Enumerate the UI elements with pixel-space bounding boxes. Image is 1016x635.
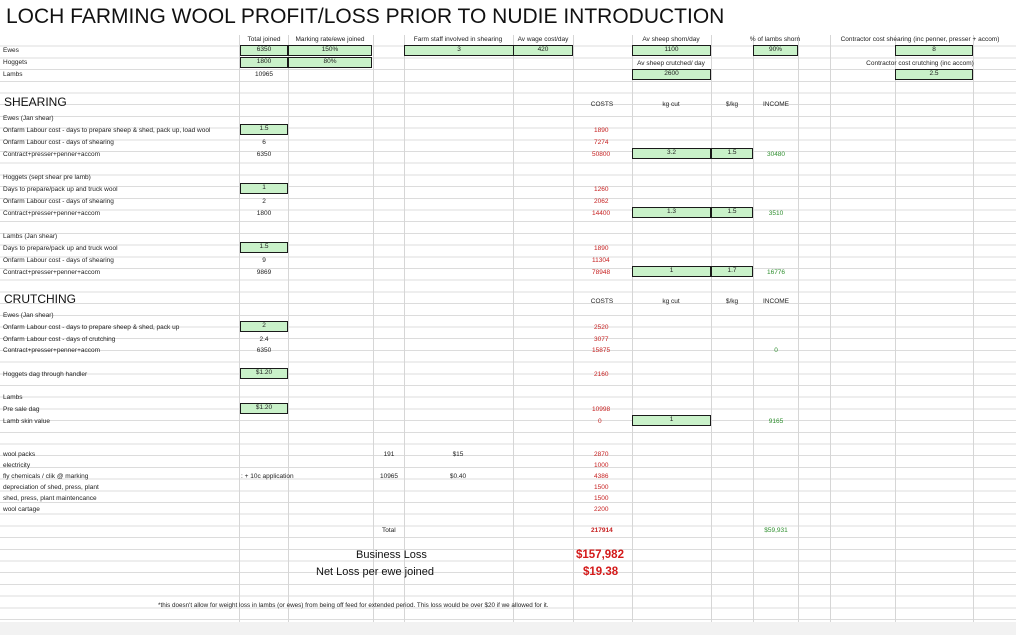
cost-value: 2870 — [594, 451, 609, 458]
hoggets-prep-days-cell[interactable]: 1 — [240, 183, 288, 194]
header-total-joined: Total joined — [247, 36, 281, 43]
header-av-shorn: Av sheep shorn/day — [642, 36, 700, 43]
row-value: 1800 — [256, 210, 272, 217]
kg-cut-header: kg cut — [662, 101, 680, 108]
row-label: Pre sale dag — [3, 406, 40, 413]
cost-value: 2062 — [594, 198, 609, 205]
row-value: 2 — [262, 198, 266, 205]
ewes-prep-days-cell[interactable]: 1.5 — [240, 124, 288, 135]
cost-value: 2200 — [594, 506, 609, 513]
cost-value: 1890 — [594, 127, 609, 134]
cost-value: 1500 — [594, 484, 609, 491]
group-name: Lambs (Jan shear) — [3, 233, 58, 240]
skin-value-cell[interactable]: 1 — [632, 415, 711, 426]
qty-value: 191 — [383, 451, 395, 458]
row-label: Contract+presser+penner+accom — [3, 269, 101, 276]
costs-header: COSTS — [590, 101, 614, 108]
per-kg-header: $/kg — [725, 298, 739, 305]
row-value: 9 — [262, 257, 266, 264]
cost-value: 0 — [598, 418, 602, 425]
cost-value: 1260 — [594, 186, 609, 193]
shearing-heading: SHEARING — [4, 95, 67, 109]
hoggets-joined-cell[interactable]: 1800 — [240, 57, 288, 68]
group-name: Ewes (Jan shear) — [3, 115, 54, 122]
pre-sale-dag-cell[interactable]: $1.20 — [240, 403, 288, 414]
income-value: 30480 — [766, 151, 786, 158]
av-wage-cell[interactable]: 420 — [513, 45, 573, 56]
av-crutched-cell[interactable]: 2600 — [632, 69, 711, 80]
price-value: $0.40 — [449, 473, 467, 480]
cost-value: 1500 — [594, 495, 609, 502]
costs-header: COSTS — [590, 298, 614, 305]
farm-staff-cell[interactable]: 3 — [404, 45, 514, 56]
contractor-shearing-cell[interactable]: 8 — [895, 45, 973, 56]
row-label: Contract+presser+penner+accom — [3, 347, 101, 354]
row-label: shed, press, plant maintencance — [3, 495, 97, 502]
net-loss-value: $19.38 — [583, 566, 619, 578]
header-marking-rate: Marking rate/ewe joined — [295, 36, 365, 43]
lambs-prep-days-cell[interactable]: 1.5 — [240, 242, 288, 253]
row-label: wool packs — [3, 451, 36, 458]
row-label: Onfarm Labour cost - days to prepare sheep & shed, pack up, load wool — [3, 127, 211, 134]
per-kg-header: $/kg — [725, 101, 739, 108]
cost-value: 15875 — [592, 347, 611, 354]
row-label: Lamb skin value — [3, 418, 50, 425]
total-cost: 217914 — [591, 527, 613, 534]
qty-value: 10965 — [379, 473, 399, 480]
row-label: Onfarm Labour cost - days to prepare sheep & shed, pack up — [3, 324, 180, 331]
flock-label: Lambs — [3, 71, 23, 78]
cost-value: 10998 — [592, 406, 611, 413]
scroll-area — [0, 622, 1016, 635]
header-contractor-crutching: Contractor cost crutching (inc accom) — [866, 60, 974, 67]
business-loss-label: Business Loss — [356, 549, 427, 561]
total-label: Total — [382, 527, 396, 534]
row-label: electricity — [3, 462, 31, 469]
hoggets-kg-cell[interactable]: 1.3 — [632, 207, 711, 218]
row-label: Onfarm Labour cost - days of shearing — [3, 139, 114, 146]
group-name: Hoggets (sept shear pre lamb) — [3, 174, 91, 181]
footnote: *this doesn't allow for weight loss in lambs (or ewes) from being off feed for extended period. This loss would be over $20 if we allowed for it. — [158, 602, 549, 609]
cost-value: 2160 — [594, 371, 609, 378]
row-label: Days to prepare/pack up and truck wool — [3, 245, 118, 252]
row-value: 9869 — [256, 269, 272, 276]
sheet-title: LOCH FARMING WOOL PROFIT/LOSS PRIOR TO NUDIE INTRODUCTION — [6, 5, 725, 28]
income-header: INCOME — [763, 101, 789, 108]
total-income: $59,931 — [764, 527, 788, 534]
row-label: Contract+presser+penner+accom — [3, 151, 101, 158]
cost-value: 7274 — [594, 139, 609, 146]
cost-value: 14400 — [592, 210, 611, 217]
row-value: 6350 — [256, 151, 272, 158]
row-label: fly chemicals / clik @ marking — [3, 473, 89, 480]
header-contractor-shearing: Contractor cost shearing (inc penner, presser + accom) — [840, 36, 1000, 43]
group-name: Lambs — [3, 394, 23, 401]
income-value: 16776 — [766, 269, 786, 276]
group-name: Ewes (Jan shear) — [3, 312, 54, 319]
ewes-kg-cell[interactable]: 3.2 — [632, 148, 711, 159]
income-header: INCOME — [763, 298, 789, 305]
row-value: 6 — [262, 139, 266, 146]
price-value: $15 — [452, 451, 464, 458]
cost-value: 50800 — [592, 151, 611, 158]
crutching-heading: CRUTCHING — [4, 292, 76, 306]
header-farm-staff: Farm staff involved in shearing — [413, 36, 503, 43]
row-label: Days to prepare/pack up and truck wool — [3, 186, 118, 193]
row-label: Onfarm Labour cost - days of crutching — [3, 336, 116, 343]
lambs-kg-cell[interactable]: 1 — [632, 266, 711, 277]
cost-value: 11304 — [592, 257, 610, 264]
row-label: Onfarm Labour cost - days of shearing — [3, 198, 114, 205]
hoggets-marking-cell[interactable]: 80% — [288, 57, 372, 68]
ewes-marking-cell[interactable]: 150% — [288, 45, 372, 56]
lambs-price-cell[interactable]: 1.7 — [711, 266, 753, 277]
cost-value: 2520 — [594, 324, 609, 331]
net-loss-label: Net Loss per ewe joined — [316, 566, 435, 578]
lambs-joined-value: 10965 — [254, 71, 274, 78]
av-shorn-cell[interactable]: 1100 — [632, 45, 711, 56]
flock-label: Ewes — [3, 47, 19, 54]
crutch-prep-days-cell[interactable]: 2 — [240, 321, 288, 332]
row-label: Onfarm Labour cost - days of shearing — [3, 257, 114, 264]
header-pct-lambs: % of lambs shorn — [749, 36, 801, 43]
income-value: 0 — [774, 347, 778, 354]
business-loss-value: $157,982 — [576, 549, 624, 561]
header-av-wage: Av wage cost/day — [517, 36, 569, 43]
cost-value: 4386 — [594, 473, 609, 480]
note-value: : + 10c application — [241, 473, 294, 480]
row-value: 6350 — [256, 347, 272, 354]
header-av-crutched: Av sheep crutched/ day — [637, 60, 705, 67]
row-label: wool cartage — [3, 506, 40, 513]
cost-value: 78948 — [592, 269, 611, 276]
row-label: depreciation of shed, press, plant — [3, 484, 99, 491]
income-value: 9165 — [768, 418, 784, 425]
ewes-price-cell[interactable]: 1.5 — [711, 148, 753, 159]
row-label: Contract+presser+penner+accom — [3, 210, 101, 217]
flock-label: Hoggets — [3, 59, 28, 66]
kg-cut-header: kg cut — [662, 298, 680, 305]
ewes-joined-cell[interactable]: 6350 — [240, 45, 288, 56]
row-label: Hoggets dag through handler — [3, 371, 88, 378]
cost-value: 1000 — [594, 462, 609, 469]
cost-value: 1890 — [594, 245, 609, 252]
contractor-crutching-cell[interactable]: 2.5 — [895, 69, 973, 80]
hoggets-dag-cell[interactable]: $1.20 — [240, 368, 288, 379]
cost-value: 3077 — [594, 336, 609, 343]
row-value: 2.4 — [259, 336, 269, 343]
hoggets-price-cell[interactable]: 1.5 — [711, 207, 753, 218]
pct-lambs-cell[interactable]: 90% — [753, 45, 798, 56]
income-value: 3510 — [768, 210, 784, 217]
